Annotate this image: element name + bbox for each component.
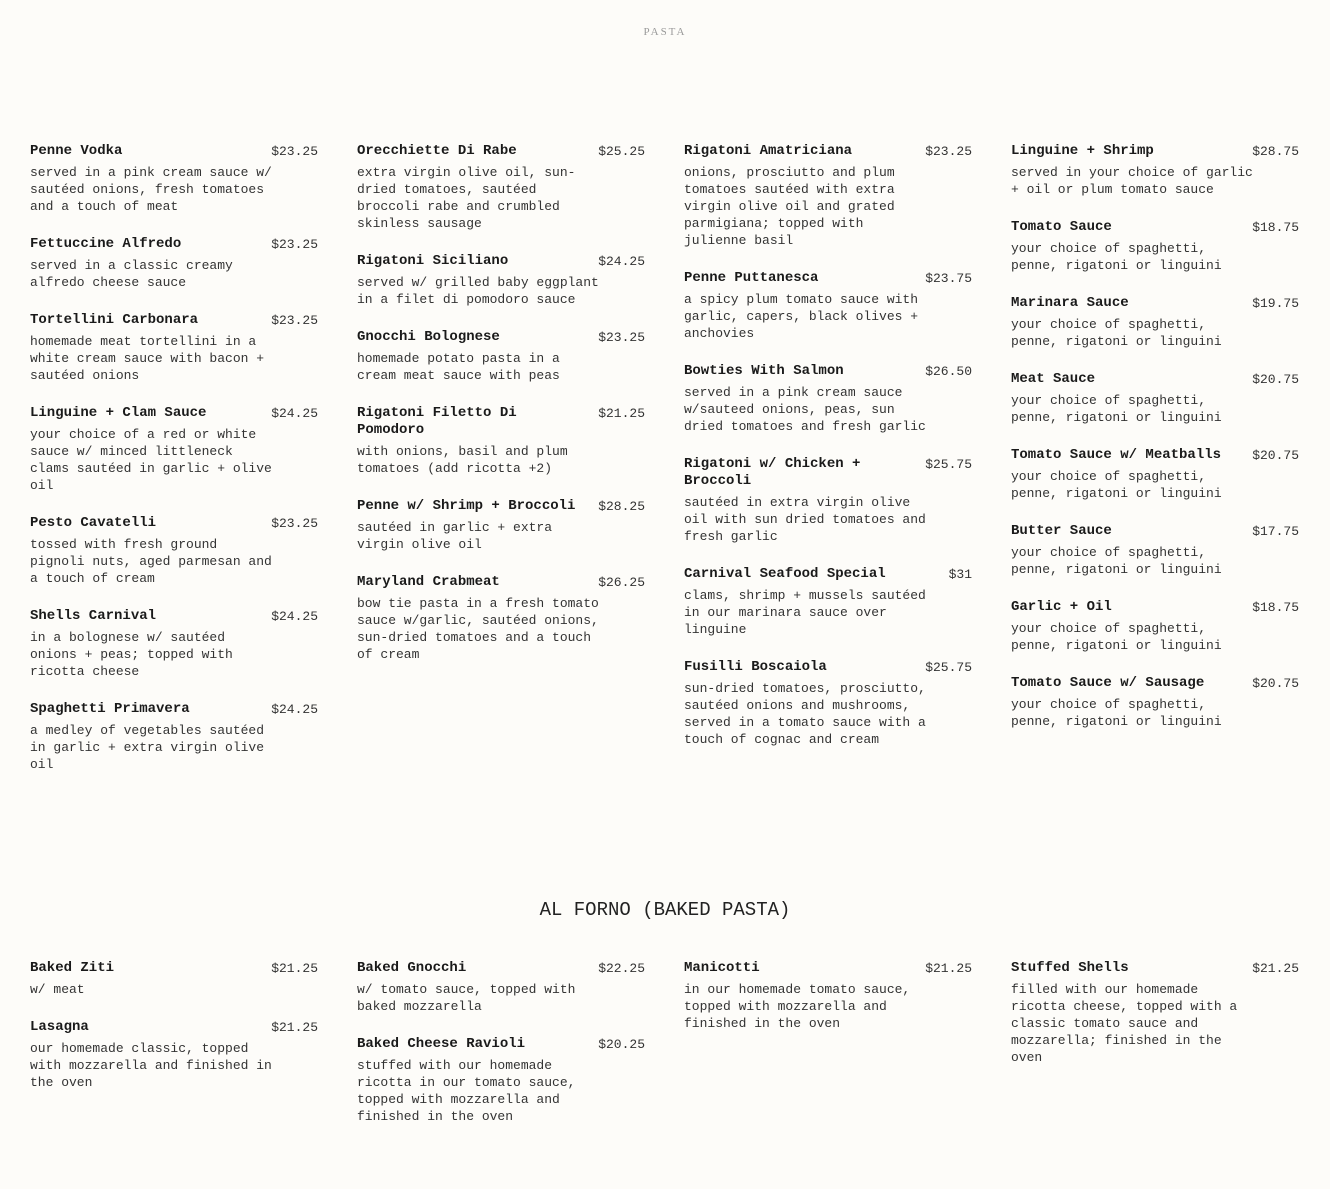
menu-item [357, 960, 645, 1015]
menu-item-description: filled with our homemade ricotta cheese, topped with a classic tomato sauce and mozzarella; finished in the oven [1011, 982, 1238, 1065]
menu-item-description: served w/ grilled baby eggplant in a filet di pomodoro sauce [357, 275, 599, 307]
menu-item-description: sautéed in extra virgin olive oil with sun dried tomatoes and fresh garlic [684, 495, 926, 544]
menu-item-header [1011, 523, 1299, 540]
menu-item-price: $23.25 [271, 237, 318, 252]
menu-item-description: w/ meat [30, 982, 85, 997]
menu-item-name: Butter Sauce [1011, 523, 1112, 539]
menu-item-description: your choice of spaghetti, penne, rigatoni or linguini [1011, 241, 1222, 273]
menu-item-price: $25.75 [925, 660, 972, 675]
menu-item-header [357, 1036, 645, 1053]
menu-item [1011, 143, 1299, 198]
menu-item-header [684, 659, 972, 676]
menu-item-header [1011, 371, 1299, 388]
menu-item-name: Bowties With Salmon [684, 363, 844, 379]
menu-item-name: Rigatoni Siciliano [357, 253, 509, 269]
menu-item [1011, 371, 1299, 426]
menu-item-header [357, 498, 645, 515]
menu-item-name: Garlic + Oil [1011, 599, 1112, 615]
menu-item-price: $20.75 [1252, 448, 1299, 463]
menu-item-price: $20.75 [1252, 372, 1299, 387]
menu-item [1011, 447, 1299, 502]
menu-item [1011, 523, 1299, 578]
menu-item-name: Tomato Sauce [1011, 219, 1112, 235]
menu-item [684, 566, 972, 638]
menu-item-price: $24.25 [271, 702, 318, 717]
menu-item-name: Carnival Seafood Special [684, 566, 886, 582]
menu-item-price: $23.25 [925, 144, 972, 159]
menu-item-header [357, 329, 645, 346]
menu-item [684, 270, 972, 342]
menu-item-header [1011, 960, 1299, 977]
menu-item-price: $26.25 [598, 575, 645, 590]
menu-item-name: Penne Puttanesca [684, 270, 819, 286]
menu-item [30, 608, 318, 680]
menu-item-name: Gnocchi Bolognese [357, 329, 500, 345]
menu-item [1011, 295, 1299, 350]
menu-column [684, 143, 972, 794]
menu-item-description: w/ tomato sauce, topped with baked mozzarella [357, 982, 576, 1014]
menu-column [684, 960, 972, 1146]
menu-column [30, 960, 318, 1146]
menu-item-name: Rigatoni Amatriciana [684, 143, 853, 159]
menu-column [1011, 960, 1299, 1146]
menu-item [1011, 599, 1299, 654]
menu-item-description: bow tie pasta in a fresh tomato sauce w/garlic, sautéed onions, sun-dried tomatoes and a touch of cream [357, 596, 599, 662]
menu-item-header [1011, 599, 1299, 616]
menu-item [30, 1019, 318, 1091]
menu-item [30, 143, 318, 215]
menu-item-description: a medley of vegetables sautéed in garlic + extra virgin olive oil [30, 723, 265, 772]
menu-item-description: stuffed with our homemade ricotta in our tomato sauce, topped with mozzarella and finished in the oven [357, 1058, 576, 1124]
menu-item-description: homemade potato pasta in a cream meat sauce with peas [357, 351, 560, 383]
menu-item-price: $24.25 [598, 254, 645, 269]
menu-item-name: Baked Ziti [30, 960, 115, 976]
menu-item-description: tossed with fresh ground pignoli nuts, aged parmesan and a touch of cream [30, 537, 272, 586]
menu-item [357, 405, 645, 477]
menu-item-header [30, 1019, 318, 1036]
menu-item-price: $19.75 [1252, 296, 1299, 311]
menu-item-header [684, 960, 972, 977]
menu-item-price: $17.75 [1252, 524, 1299, 539]
menu-item-header [684, 566, 972, 583]
menu-item-header [30, 143, 318, 160]
menu-item-price: $23.25 [271, 144, 318, 159]
menu-item-description: extra virgin olive oil, sun-dried tomatoes, sautéed broccoli rabe and crumbled skinless sausage [357, 165, 576, 231]
menu-item-name: Fusilli Boscaiola [684, 659, 827, 675]
menu-item-price: $18.75 [1252, 600, 1299, 615]
menu-item-price: $23.25 [271, 313, 318, 328]
menu-item-header [357, 960, 645, 977]
menu-column [357, 960, 645, 1146]
menu-item-description: your choice of spaghetti, penne, rigatoni or linguini [1011, 697, 1222, 729]
menu-item-description: a spicy plum tomato sauce with garlic, capers, black olives + anchovies [684, 292, 919, 341]
menu-item-name: Spaghetti Primavera [30, 701, 190, 717]
menu-item-header [30, 701, 318, 718]
menu-item-price: $23.25 [598, 330, 645, 345]
menu-item-header [357, 405, 645, 439]
menu-item [684, 363, 972, 435]
menu-item-header [1011, 295, 1299, 312]
menu-item-name: Linguine + Clam Sauce [30, 405, 207, 421]
menu-item [30, 515, 318, 587]
menu-item [684, 143, 972, 249]
menu-item-name: Pesto Cavatelli [30, 515, 157, 531]
pasta-menu-grid [30, 143, 1300, 794]
menu-item-price: $21.25 [925, 961, 972, 976]
menu-item-name: Shells Carnival [30, 608, 157, 624]
menu-item-name: Lasagna [30, 1019, 89, 1035]
menu-item [357, 498, 645, 553]
menu-item-description: your choice of spaghetti, penne, rigatoni or linguini [1011, 469, 1222, 501]
menu-item-description: with onions, basil and plum tomatoes (add ricotta +2) [357, 444, 568, 476]
menu-item-price: $25.75 [925, 457, 972, 472]
menu-item-description: served in your choice of garlic + oil or plum tomato sauce [1011, 165, 1253, 197]
menu-item-name: Baked Gnocchi [357, 960, 467, 976]
menu-item-header [684, 456, 972, 490]
menu-item-price: $25.25 [598, 144, 645, 159]
page-title: PASTA [643, 26, 687, 38]
menu-item-name: Marinara Sauce [1011, 295, 1129, 311]
menu-column [1011, 143, 1299, 794]
menu-item-description: served in a pink cream sauce w/sauteed onions, peas, sun dried tomatoes and fresh garlic [684, 385, 926, 434]
menu-item-header [357, 574, 645, 591]
menu-item-name: Rigatoni Filetto Di Pomodoro [357, 405, 517, 438]
menu-item [1011, 960, 1299, 1066]
menu-item-price: $28.25 [598, 499, 645, 514]
menu-item-header [1011, 143, 1299, 160]
menu-item-price: $21.25 [271, 1020, 318, 1035]
menu-item-description: in our homemade tomato sauce, topped with mozzarella and finished in the oven [684, 982, 911, 1031]
menu-item-header [30, 608, 318, 625]
menu-item [30, 701, 318, 773]
menu-item-description: our homemade classic, topped with mozzarella and finished in the oven [30, 1041, 272, 1090]
menu-item-name: Penne Vodka [30, 143, 123, 159]
menu-item-price: $21.25 [1252, 961, 1299, 976]
menu-item [1011, 219, 1299, 274]
menu-item-name: Rigatoni w/ Chicken + Broccoli [684, 456, 861, 489]
menu-column [30, 143, 318, 794]
menu-item [1011, 675, 1299, 730]
menu-item-header [30, 312, 318, 329]
menu-item-price: $24.25 [271, 406, 318, 421]
menu-item-description: in a bolognese w/ sautéed onions + peas; topped with ricotta cheese [30, 630, 233, 679]
menu-item-description: served in a pink cream sauce w/ sautéed onions, fresh tomatoes and a touch of meat [30, 165, 272, 214]
menu-item-name: Tomato Sauce w/ Meatballs [1011, 447, 1222, 463]
menu-item [30, 236, 318, 291]
menu-item [357, 253, 645, 308]
menu-item [684, 456, 972, 545]
menu-item-description: your choice of spaghetti, penne, rigatoni or linguini [1011, 393, 1222, 425]
menu-item-price: $21.25 [271, 961, 318, 976]
menu-item-price: $20.75 [1252, 676, 1299, 691]
menu-item-header [684, 363, 972, 380]
menu-item-name: Tomato Sauce w/ Sausage [1011, 675, 1205, 691]
menu-item-description: sun-dried tomatoes, prosciutto, sautéed onions and mushrooms, served in a tomato sauce with a touch of cognac and cream [684, 681, 926, 747]
menu-item-price: $21.25 [598, 406, 645, 421]
menu-item-price: $23.75 [925, 271, 972, 286]
menu-column [357, 143, 645, 794]
menu-item-name: Stuffed Shells [1011, 960, 1129, 976]
menu-item-name: Penne w/ Shrimp + Broccoli [357, 498, 576, 514]
menu-item [357, 143, 645, 232]
menu-item-header [357, 253, 645, 270]
al-forno-section-title: AL FORNO (BAKED PASTA) [539, 899, 791, 921]
menu-item-name: Maryland Crabmeat [357, 574, 500, 590]
menu-item-price: $22.25 [598, 961, 645, 976]
menu-item-price: $23.25 [271, 516, 318, 531]
menu-item [30, 405, 318, 494]
menu-item-price: $20.25 [598, 1037, 645, 1052]
menu-item [30, 960, 318, 998]
menu-item [684, 659, 972, 748]
menu-item-description: sautéed in garlic + extra virgin olive oil [357, 520, 553, 552]
menu-item-name: Baked Cheese Ravioli [357, 1036, 526, 1052]
menu-item [357, 574, 645, 663]
menu-item-header [30, 405, 318, 422]
menu-item-description: your choice of spaghetti, penne, rigatoni or linguini [1011, 621, 1222, 653]
menu-item [357, 329, 645, 384]
menu-item-description: homemade meat tortellini in a white cream sauce with bacon + sautéed onions [30, 334, 265, 383]
menu-item-price: $28.75 [1252, 144, 1299, 159]
menu-item-header [1011, 447, 1299, 464]
menu-item-price: $18.75 [1252, 220, 1299, 235]
menu-item-description: served in a classic creamy alfredo cheese sauce [30, 258, 233, 290]
menu-item-header [30, 236, 318, 253]
menu-item-price: $31 [948, 567, 972, 582]
menu-item-name: Meat Sauce [1011, 371, 1096, 387]
menu-item-price: $26.50 [925, 364, 972, 379]
menu-item-header [1011, 675, 1299, 692]
menu-item-description: clams, shrimp + mussels sautéed in our marinara sauce over linguine [684, 588, 926, 637]
menu-item-header [30, 515, 318, 532]
menu-item-description: your choice of a red or white sauce w/ minced littleneck clams sautéed in garlic + olive oil [30, 427, 272, 493]
al-forno-menu-grid [30, 960, 1300, 1146]
menu-item-description: your choice of spaghetti, penne, rigatoni or linguini [1011, 545, 1222, 577]
menu-item [357, 1036, 645, 1125]
menu-item-header [684, 143, 972, 160]
menu-item [30, 312, 318, 384]
menu-item-price: $24.25 [271, 609, 318, 624]
menu-item-description: onions, prosciutto and plum tomatoes sautéed with extra virgin olive oil and grated parmigiana; topped with julienne basil [684, 165, 895, 248]
menu-item-name: Linguine + Shrimp [1011, 143, 1154, 159]
menu-item-header [684, 270, 972, 287]
menu-item-name: Manicotti [684, 960, 760, 976]
menu-item-name: Tortellini Carbonara [30, 312, 199, 328]
menu-item-name: Orecchiette Di Rabe [357, 143, 517, 159]
menu-item-header [30, 960, 318, 977]
menu-item [684, 960, 972, 1032]
menu-item-description: your choice of spaghetti, penne, rigatoni or linguini [1011, 317, 1222, 349]
menu-item-header [1011, 219, 1299, 236]
menu-item-header [357, 143, 645, 160]
menu-item-name: Fettuccine Alfredo [30, 236, 182, 252]
